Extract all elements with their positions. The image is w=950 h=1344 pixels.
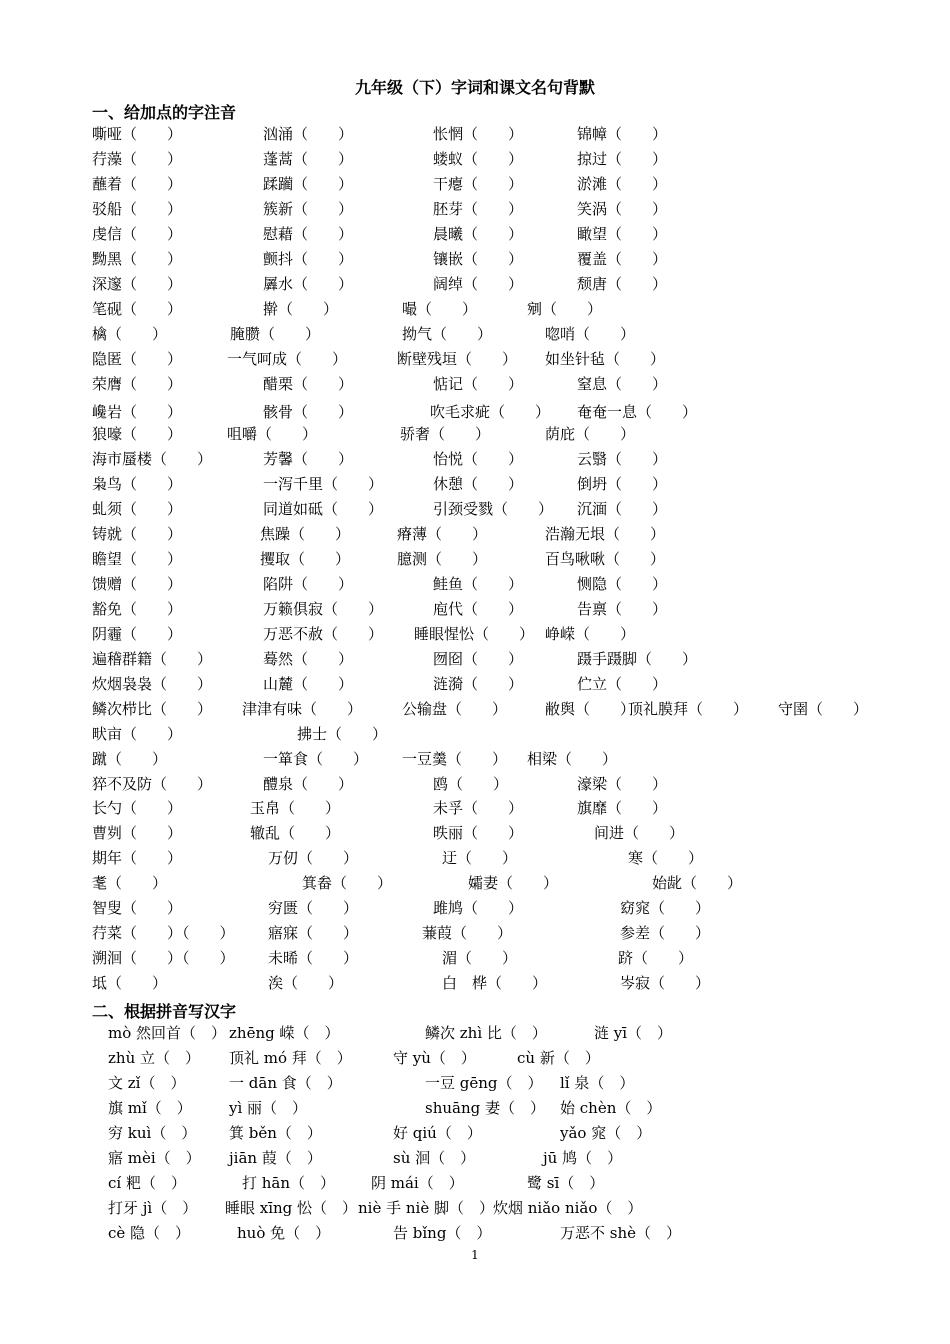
pinyin-question-item: 拂士（ ）	[297, 725, 388, 743]
pinyin-question-item: 涘（ ）	[268, 974, 344, 992]
hanzi-question-item: lǐ 泉（ ）	[560, 1074, 635, 1092]
pinyin-question-item: 豁免（ ）	[92, 600, 183, 618]
pinyin-question-row	[0, 423, 950, 447]
pinyin-question-item: 间进（ ）	[594, 824, 685, 842]
hanzi-question-item: 鹭 sī（ ）	[527, 1174, 605, 1192]
pinyin-question-item: 浩瀚无垠（ ）	[545, 525, 666, 543]
pinyin-question-item: 荣膺（ ）	[92, 375, 183, 393]
pinyin-question-item: 箕畚（ ）	[302, 874, 393, 892]
hanzi-question-item: 鳞次 zhì 比（ ）	[425, 1024, 547, 1042]
pinyin-question-item: 蹴（ ）	[92, 750, 168, 768]
hanzi-question-item: 涟 yī（ ）	[594, 1024, 673, 1042]
pinyin-question-item: 荫庇（ ）	[545, 425, 636, 443]
pinyin-question-item: 公输盘（ ）	[402, 700, 508, 718]
pinyin-question-item: 万恶不赦（ ）	[263, 625, 384, 643]
pinyin-question-item: 阴霾（ ）	[92, 625, 183, 643]
hanzi-question-item: 始 chèn（ ）	[560, 1099, 662, 1117]
hanzi-question-row	[0, 1072, 950, 1096]
pinyin-question-item: 猝不及防（ ）	[92, 775, 213, 793]
pinyin-question-item: 腌臜（ ）	[230, 325, 321, 343]
pinyin-question-item: 隐匿（ ）	[92, 350, 183, 368]
hanzi-question-item: 炊烟 niǎo niǎo（ ）	[493, 1199, 643, 1217]
pinyin-question-row	[0, 123, 950, 147]
pinyin-question-item: 晨曦（ ）	[433, 225, 524, 243]
pinyin-question-row	[0, 198, 950, 222]
pinyin-question-item: 坻（ ）	[92, 974, 168, 992]
pinyin-question-row	[0, 348, 950, 372]
pinyin-question-row	[0, 223, 950, 247]
pinyin-question-item: 始龀（ ）	[652, 874, 743, 892]
pinyin-question-item: 寤寐（ ）	[268, 924, 359, 942]
pinyin-question-item: 鲑鱼（ ）	[433, 575, 524, 593]
pinyin-question-item: 虬须（ ）	[92, 500, 183, 518]
pinyin-question-item: 津津有味（ ）	[242, 700, 363, 718]
pinyin-question-row	[0, 922, 950, 946]
pinyin-question-item: 长勺（ ）	[92, 799, 183, 817]
pinyin-question-item: 馈赠（ ）	[92, 575, 183, 593]
hanzi-question-row	[0, 1097, 950, 1121]
pinyin-question-row	[0, 847, 950, 871]
pinyin-question-item: 休憩（ ）	[433, 475, 524, 493]
pinyin-question-item: 海市蜃楼（ ）	[92, 450, 213, 468]
pinyin-question-row	[0, 448, 950, 472]
hanzi-question-item: 打牙 jì（ ）	[108, 1199, 198, 1217]
hanzi-question-item: 文 zǐ（ ）	[108, 1074, 186, 1092]
pinyin-question-item: 荇藻（ ）	[92, 150, 183, 168]
pinyin-question-item: 辙乱（ ）	[250, 824, 341, 842]
hanzi-question-item: 打 hān（ ）	[242, 1174, 336, 1192]
pinyin-question-item: 嘬（ ）	[402, 300, 478, 318]
pinyin-question-item: 参差（ ）	[620, 924, 711, 942]
pinyin-question-item: 剜（ ）	[527, 300, 603, 318]
pinyin-question-item: 孀妻（ ）	[468, 874, 559, 892]
pinyin-question-row	[0, 148, 950, 172]
pinyin-question-item: 簇新（ ）	[263, 200, 354, 218]
pinyin-question-item: 锦幛（ ）	[577, 125, 668, 143]
hanzi-question-row	[0, 1047, 950, 1071]
pinyin-question-item: 睡眼惺忪（ ）	[414, 625, 535, 643]
pinyin-question-item: 倒坍（ ）	[577, 475, 668, 493]
pinyin-question-row	[0, 598, 950, 622]
hanzi-question-item: 睡眼 xīng 忪（ ）	[225, 1199, 358, 1217]
hanzi-question-item: cè 隐（ ）	[108, 1224, 191, 1242]
hanzi-question-item: 告 bǐng（ ）	[393, 1224, 492, 1242]
pinyin-question-row	[0, 773, 950, 797]
hanzi-question-item: yǎo 窕（ ）	[560, 1124, 652, 1142]
pinyin-question-item: 颓唐（ ）	[577, 275, 668, 293]
pinyin-question-item: 虔信（ ）	[92, 225, 183, 243]
pinyin-question-item: 狼嚎（ ）	[92, 425, 183, 443]
pinyin-question-item: 沉湎（ ）	[577, 500, 668, 518]
pinyin-question-item: 淤滩（ ）	[577, 175, 668, 193]
pinyin-question-item: 穷匮（ ）	[268, 899, 359, 917]
pinyin-question-item: 寒（ ）	[628, 849, 704, 867]
pinyin-question-item: 瞻望（ ）	[92, 550, 183, 568]
pinyin-question-item: 炊烟袅袅（ ）	[92, 675, 213, 693]
pinyin-question-item: 深邃（ ）	[92, 275, 183, 293]
hanzi-question-item: zhù 立（ ）	[108, 1049, 200, 1067]
pinyin-question-item: 擀（ ）	[263, 300, 339, 318]
pinyin-question-item: 同道如砥（ ）	[263, 500, 384, 518]
pinyin-question-item: 颤抖（ ）	[263, 250, 354, 268]
pinyin-question-item: 溯洄（ ）（ ）	[92, 949, 235, 967]
hanzi-question-item: shuāng 妻（ ）	[425, 1099, 545, 1117]
pinyin-question-item: 怡悦（ ）	[433, 450, 524, 468]
pinyin-question-row	[0, 523, 950, 547]
pinyin-question-item: 昳丽（ ）	[433, 824, 524, 842]
pinyin-question-item: 一箪食（ ）	[263, 750, 369, 768]
pinyin-question-item: 慰藉（ ）	[263, 225, 354, 243]
pinyin-question-item: 鳞次栉比（ ）	[92, 700, 213, 718]
pinyin-question-item: 雎鸠（ ）	[433, 899, 524, 917]
pinyin-question-item: 湄（ ）	[442, 949, 518, 967]
pinyin-question-item: 窈窕（ ）	[620, 899, 711, 917]
pinyin-question-item: 驳船（ ）	[92, 200, 183, 218]
pinyin-question-item: 惦记（ ）	[433, 375, 524, 393]
pinyin-question-row	[0, 248, 950, 272]
pinyin-question-item: 一泻千里（ ）	[263, 475, 384, 493]
pinyin-question-item: 蹑手蹑脚（ ）	[577, 650, 698, 668]
pinyin-question-item: 告禀（ ）	[577, 600, 668, 618]
pinyin-question-item: 醋栗（ ）	[263, 375, 354, 393]
pinyin-question-item: 阔绰（ ）	[433, 275, 524, 293]
pinyin-question-item: 云翳（ ）	[577, 450, 668, 468]
pinyin-question-row	[0, 323, 950, 347]
hanzi-question-item: jū 鸠（ ）	[543, 1149, 623, 1167]
hanzi-question-row	[0, 1222, 950, 1246]
pinyin-question-item: 嘶哑（ ）	[92, 125, 183, 143]
pinyin-question-item: 万仞（ ）	[268, 849, 359, 867]
pinyin-question-row	[0, 947, 950, 971]
hanzi-question-item: yì 丽（ ）	[229, 1099, 308, 1117]
pinyin-question-item: 蘸着（ ）	[92, 175, 183, 193]
pinyin-question-item: 骸骨（ ）	[263, 403, 354, 421]
pinyin-question-item: 骄奢（ ）	[400, 425, 491, 443]
pinyin-question-item: 蝼蚁（ ）	[433, 150, 524, 168]
pinyin-question-item: 干瘪（ ）	[433, 175, 524, 193]
hanzi-question-item: mò 然回首（ ）	[108, 1024, 227, 1042]
pinyin-question-item: 遍稽群籍（ ）	[92, 650, 213, 668]
pinyin-question-item: 醴泉（ ）	[263, 775, 354, 793]
pinyin-question-item: 陷阱（ ）	[263, 575, 354, 593]
pinyin-question-item: 铸就（ ）	[92, 525, 183, 543]
hanzi-question-item: jiān 葭（ ）	[229, 1149, 322, 1167]
pinyin-question-item: 荇菜（ ）（ ）	[92, 924, 235, 942]
hanzi-question-item: zhēng 嵘（ ）	[229, 1024, 340, 1042]
pinyin-question-row	[0, 822, 950, 846]
hanzi-question-row	[0, 1197, 950, 1221]
pinyin-question-item: 未孚（ ）	[433, 799, 524, 817]
pinyin-question-row	[0, 623, 950, 647]
hanzi-question-item: 阴 mái（ ）	[371, 1174, 464, 1192]
hanzi-question-item: cù 新（ ）	[517, 1049, 600, 1067]
pinyin-question-item: 万籁俱寂（ ）	[263, 600, 384, 618]
pinyin-question-item: 智叟（ ）	[92, 899, 183, 917]
pinyin-question-item: 蒹葭（ ）	[422, 924, 513, 942]
pinyin-question-item: 如坐针毡（ ）	[545, 350, 666, 368]
pinyin-question-row	[0, 273, 950, 297]
pinyin-question-item: 白 桦（ ）	[442, 974, 548, 992]
pinyin-question-item: 臆测（ ）	[397, 550, 488, 568]
pinyin-question-item: 芳馨（ ）	[263, 450, 354, 468]
pinyin-question-item: 未晞（ ）	[268, 949, 359, 967]
pinyin-question-item: 拗气（ ）	[402, 325, 493, 343]
pinyin-question-row	[0, 173, 950, 197]
pinyin-question-item: 蹂躏（ ）	[263, 175, 354, 193]
pinyin-question-row	[0, 723, 950, 747]
pinyin-question-item: 枭鸟（ ）	[92, 475, 183, 493]
pinyin-question-item: 镶嵌（ ）	[433, 250, 524, 268]
hanzi-question-item: 一豆 gēng（ ）	[425, 1074, 543, 1092]
section-heading-2: 二、根据拼音写汉字	[92, 1002, 237, 1021]
pinyin-question-item: 曹刿（ ）	[92, 824, 183, 842]
pinyin-question-item: 顶礼膜拜（ ）	[628, 700, 749, 718]
pinyin-question-row	[0, 897, 950, 921]
pinyin-question-row	[0, 972, 950, 996]
pinyin-question-item: 一豆羹（ ）	[402, 750, 508, 768]
pinyin-question-item: 羼水（ ）	[263, 275, 354, 293]
pinyin-question-item: 焦躁（ ）	[260, 525, 351, 543]
pinyin-question-item: 汹涌（ ）	[263, 125, 354, 143]
pinyin-question-item: 咀嚼（ ）	[227, 425, 318, 443]
pinyin-question-item: 瘠薄（ ）	[397, 525, 488, 543]
pinyin-question-item: 畎亩（ ）	[92, 725, 183, 743]
pinyin-question-item: 笑涡（ ）	[577, 200, 668, 218]
hanzi-question-item: huò 免（ ）	[237, 1224, 331, 1242]
pinyin-question-row	[0, 298, 950, 322]
hanzi-question-item: 寤 mèi（ ）	[108, 1149, 201, 1167]
pinyin-question-item: 守圉（ ）	[778, 700, 869, 718]
pinyin-question-item: 玉帛（ ）	[250, 799, 341, 817]
pinyin-question-row	[0, 573, 950, 597]
pinyin-question-item: 引颈受戮（ ）	[433, 500, 554, 518]
pinyin-question-row	[0, 673, 950, 697]
section-heading-1: 一、给加点的字注音	[92, 103, 237, 122]
pinyin-question-row	[0, 698, 950, 722]
pinyin-question-item: 濠梁（ ）	[577, 775, 668, 793]
pinyin-question-row	[0, 872, 950, 896]
pinyin-question-item: 伫立（ ）	[577, 675, 668, 693]
pinyin-question-item: 窒息（ ）	[577, 375, 668, 393]
hanzi-question-item: 箕 běn（ ）	[229, 1124, 322, 1142]
hanzi-question-item: 万恶不 shè（ ）	[560, 1224, 682, 1242]
pinyin-question-item: 涟漪（ ）	[433, 675, 524, 693]
hanzi-question-item: sù 洄（ ）	[393, 1149, 476, 1167]
hanzi-question-row	[0, 1147, 950, 1171]
pinyin-question-item: 岑寂（ ）	[620, 974, 711, 992]
hanzi-question-item: 穷 kuì（ ）	[108, 1124, 197, 1142]
pinyin-question-item: 唿哨（ ）	[545, 325, 636, 343]
pinyin-question-row	[0, 748, 950, 772]
hanzi-question-item: 一 dān 食（ ）	[229, 1074, 342, 1092]
hanzi-question-item: cí 粑（ ）	[108, 1174, 186, 1192]
pinyin-question-item: 山麓（ ）	[263, 675, 354, 693]
hanzi-question-row	[0, 1172, 950, 1196]
pinyin-question-item: 奄奄一息（ ）	[577, 403, 698, 421]
page-title: 九年级（下）字词和课文名句背默	[354, 78, 595, 97]
hanzi-question-item: 旗 mǐ（ ）	[108, 1099, 192, 1117]
pinyin-question-item: 瞰望（ ）	[577, 225, 668, 243]
pinyin-question-item: 蓦然（ ）	[263, 650, 354, 668]
page-number: 1	[471, 1248, 479, 1262]
pinyin-question-item: 敝舆（ ）	[545, 700, 636, 718]
pinyin-question-item: 庖代（ ）	[433, 600, 524, 618]
pinyin-question-item: 恻隐（ ）	[577, 575, 668, 593]
pinyin-question-item: 笔砚（ ）	[92, 300, 183, 318]
pinyin-question-item: 巉岩（ ）	[92, 403, 183, 421]
hanzi-question-item: 好 qiú（ ）	[393, 1124, 482, 1142]
pinyin-question-item: 怅惘（ ）	[433, 125, 524, 143]
pinyin-question-item: 蓬蒿（ ）	[263, 150, 354, 168]
pinyin-question-item: 掠过（ ）	[577, 150, 668, 168]
hanzi-question-item: niè 手 niè 脚（ ）	[358, 1199, 494, 1217]
pinyin-question-item: 攫取（ ）	[260, 550, 351, 568]
pinyin-question-item: 断壁残垣（ ）	[397, 350, 518, 368]
pinyin-question-item: 期年（ ）	[92, 849, 183, 867]
pinyin-question-row	[0, 373, 950, 397]
pinyin-question-row	[0, 648, 950, 672]
hanzi-question-item: 顶礼 mó 拜（ ）	[229, 1049, 352, 1067]
pinyin-question-item: 胚芽（ ）	[433, 200, 524, 218]
pinyin-question-item: 耄（ ）	[92, 874, 168, 892]
pinyin-question-item: 黝黑（ ）	[92, 250, 183, 268]
pinyin-question-item: 相梁（ ）	[527, 750, 618, 768]
pinyin-question-row	[0, 498, 950, 522]
pinyin-question-row	[0, 797, 950, 821]
pinyin-question-item: 旗靡（ ）	[577, 799, 668, 817]
pinyin-question-item: 檎（ ）	[92, 325, 168, 343]
pinyin-question-row	[0, 548, 950, 572]
pinyin-question-row	[0, 401, 950, 425]
hanzi-question-row	[0, 1022, 950, 1046]
hanzi-question-row	[0, 1122, 950, 1146]
pinyin-question-item: 迂（ ）	[442, 849, 518, 867]
pinyin-question-item: 囫囵（ ）	[433, 650, 524, 668]
pinyin-question-item: 峥嵘（ ）	[545, 625, 636, 643]
pinyin-question-item: 跻（ ）	[618, 949, 694, 967]
pinyin-question-item: 一气呵成（ ）	[227, 350, 348, 368]
pinyin-question-item: 吹毛求疵（ ）	[430, 403, 551, 421]
pinyin-question-item: 鸥（ ）	[433, 775, 509, 793]
pinyin-question-item: 覆盖（ ）	[577, 250, 668, 268]
hanzi-question-item: 守 yù（ ）	[393, 1049, 476, 1067]
pinyin-question-row	[0, 473, 950, 497]
pinyin-question-item: 百鸟啾啾（ ）	[545, 550, 666, 568]
